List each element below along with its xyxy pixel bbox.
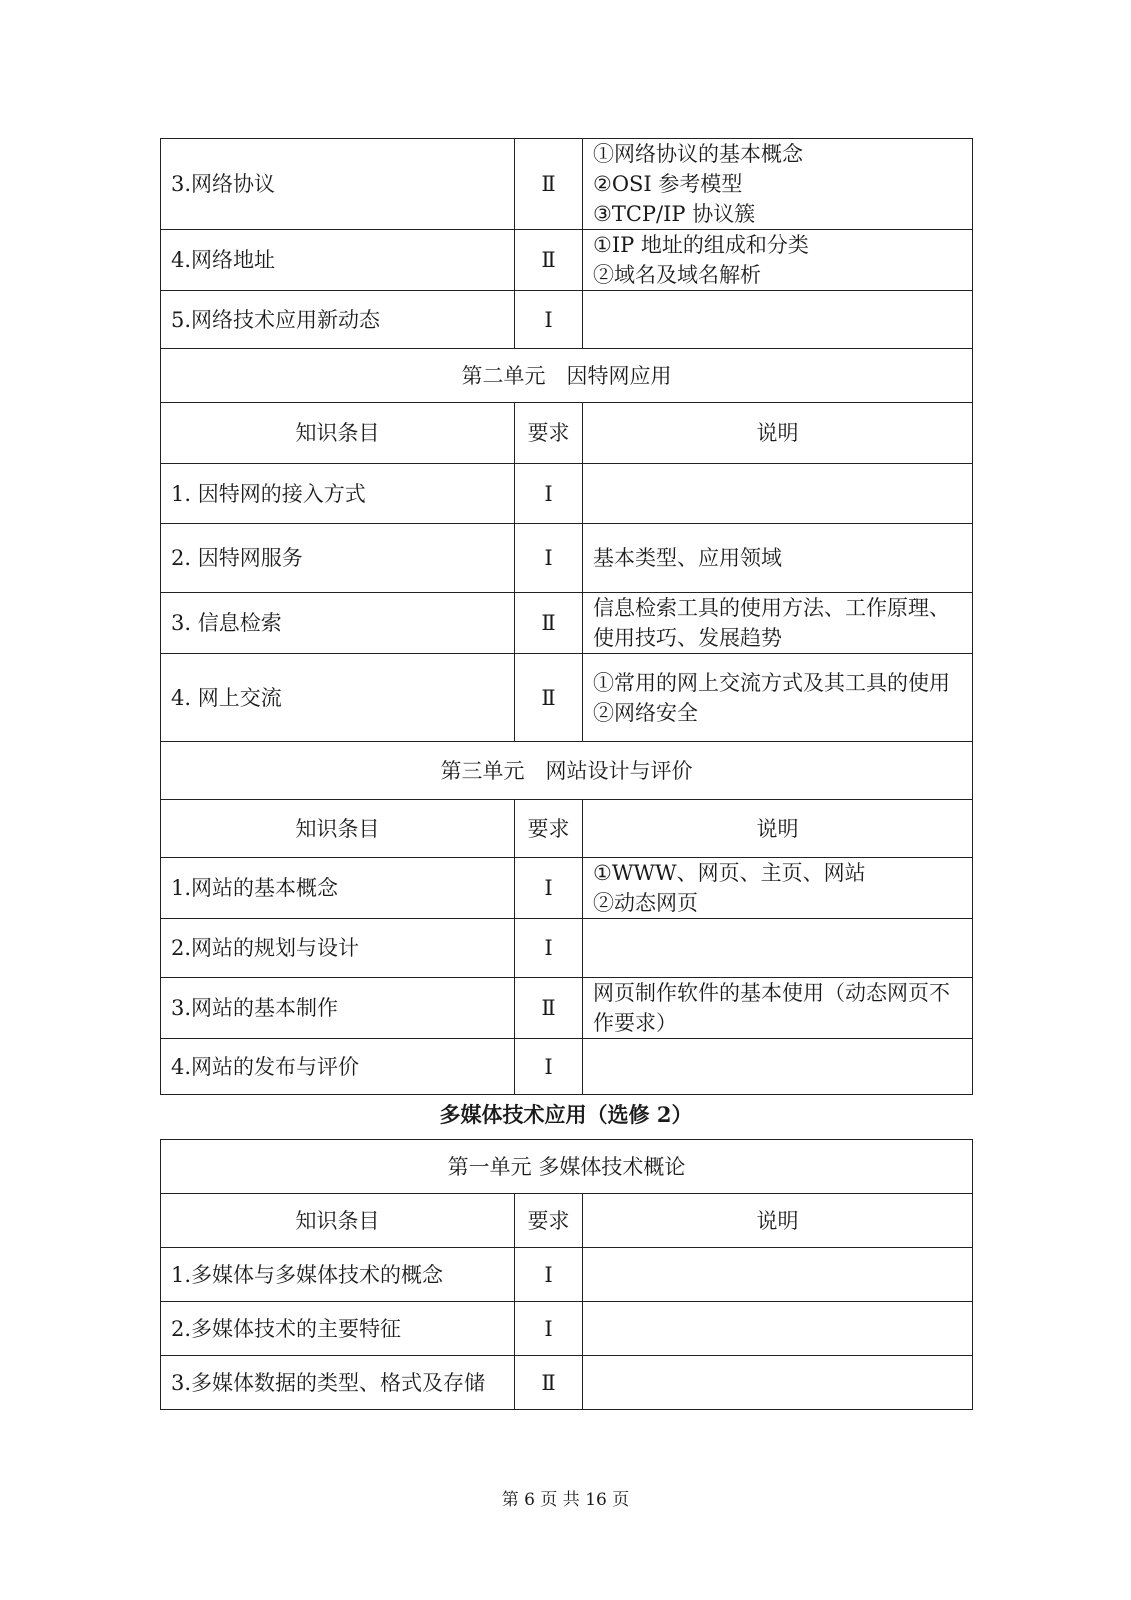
notes-cell xyxy=(583,1356,973,1410)
note-line: ①常用的网上交流方式及其工具的使用 xyxy=(593,670,950,695)
note-line: 网页制作软件的基本使用（动态网页不作要求） xyxy=(593,981,950,1035)
table-row xyxy=(161,1356,973,1410)
table-row xyxy=(161,230,973,291)
notes-cell xyxy=(583,1248,973,1302)
knowledge-item: 1.多媒体与多媒体技术的概念 xyxy=(161,1248,515,1302)
table-row xyxy=(161,524,973,593)
note-line: ②网络安全 xyxy=(593,700,698,725)
header-requirement: 要求 xyxy=(515,403,583,464)
table-row xyxy=(161,291,973,349)
note-line: ①WWW、网页、主页、网站 xyxy=(593,861,866,885)
table-row xyxy=(161,654,973,742)
notes-cell xyxy=(583,1302,973,1356)
header-notes xyxy=(583,1194,973,1248)
requirement-level: Ⅱ xyxy=(515,654,583,742)
note-line: ②OSI 参考模型 xyxy=(593,172,743,196)
requirement-level: Ⅱ xyxy=(515,230,583,291)
header-requirement: 要求 xyxy=(515,1194,583,1248)
knowledge-item: 4.网站的发布与评价 xyxy=(161,1039,515,1095)
table-row xyxy=(161,919,973,978)
knowledge-item: 3.网站的基本制作 xyxy=(161,978,515,1039)
table-row xyxy=(161,593,973,654)
curriculum-table-network xyxy=(160,138,973,1095)
knowledge-item: 4.网络地址 xyxy=(161,230,515,291)
requirement-level: Ⅰ xyxy=(515,291,583,349)
table-row xyxy=(161,858,973,919)
notes-cell xyxy=(583,139,973,230)
requirement-level: Ⅱ xyxy=(515,1356,583,1410)
requirement-level: Ⅰ xyxy=(515,524,583,593)
section-title: 多媒体技术应用（选修 2） xyxy=(439,1102,693,1127)
note-line: ①IP 地址的组成和分类 xyxy=(593,233,809,257)
note-line: ②动态网页 xyxy=(593,891,698,915)
header-notes xyxy=(583,800,973,858)
column-header-row xyxy=(161,1194,973,1248)
header-item: 知识条目 xyxy=(161,1194,515,1248)
table-row xyxy=(161,978,973,1039)
unit-title: 第二单元 因特网应用 xyxy=(161,349,973,403)
notes-cell xyxy=(583,978,973,1039)
notes-cell xyxy=(583,1039,973,1095)
knowledge-item: 3.多媒体数据的类型、格式及存储 xyxy=(161,1356,515,1410)
requirement-level: Ⅱ xyxy=(515,593,583,654)
knowledge-item: 2.网站的规划与设计 xyxy=(161,919,515,978)
knowledge-item: 3.网络协议 xyxy=(161,139,515,230)
notes-cell xyxy=(583,464,973,524)
requirement-level: Ⅱ xyxy=(515,139,583,230)
note-line: 说明 xyxy=(756,421,799,445)
page-footer: 第 6 页 共 16 页 xyxy=(501,1490,630,1510)
note-line: ①网络协议的基本概念 xyxy=(593,142,803,166)
notes-cell xyxy=(583,524,973,593)
knowledge-item: 4. 网上交流 xyxy=(161,654,515,742)
table-row xyxy=(161,1248,973,1302)
note-line: 信息检索工具的使用方法、工作原理、使用技巧、发展趋势 xyxy=(593,596,950,650)
unit-title: 第一单元 多媒体技术概论 xyxy=(161,1140,973,1194)
header-item: 知识条目 xyxy=(161,800,515,858)
note-line: ②域名及域名解析 xyxy=(593,263,761,287)
header-notes xyxy=(583,403,973,464)
requirement-level: Ⅰ xyxy=(515,1039,583,1095)
curriculum-table-multimedia xyxy=(160,1139,973,1410)
unit-heading-row xyxy=(161,349,973,403)
knowledge-item: 3. 信息检索 xyxy=(161,593,515,654)
knowledge-item: 2.多媒体技术的主要特征 xyxy=(161,1302,515,1356)
knowledge-item: 5.网络技术应用新动态 xyxy=(161,291,515,349)
header-item: 知识条目 xyxy=(161,403,515,464)
note-line: ③TCP/IP 协议簇 xyxy=(593,202,756,226)
header-requirement: 要求 xyxy=(515,800,583,858)
unit-heading-row xyxy=(161,1140,973,1194)
table-row xyxy=(161,1302,973,1356)
requirement-level: Ⅱ xyxy=(515,978,583,1039)
note-line: 说明 xyxy=(756,816,799,841)
note-line: 说明 xyxy=(756,1208,799,1233)
column-header-row xyxy=(161,800,973,858)
unit-heading-row xyxy=(161,742,973,800)
requirement-level: Ⅰ xyxy=(515,1302,583,1356)
requirement-level: Ⅰ xyxy=(515,464,583,524)
requirement-level: Ⅰ xyxy=(515,858,583,919)
notes-cell xyxy=(583,291,973,349)
unit-title: 第三单元 网站设计与评价 xyxy=(161,742,973,800)
notes-cell xyxy=(583,230,973,291)
table-row xyxy=(161,1039,973,1095)
table-row xyxy=(161,464,973,524)
notes-cell xyxy=(583,593,973,654)
notes-cell xyxy=(583,919,973,978)
note-line: 基本类型、应用领域 xyxy=(593,546,782,570)
column-header-row xyxy=(161,403,973,464)
requirement-level: Ⅰ xyxy=(515,1248,583,1302)
table-row xyxy=(161,139,973,230)
notes-cell xyxy=(583,858,973,919)
knowledge-item: 2. 因特网服务 xyxy=(161,524,515,593)
knowledge-item: 1.网站的基本概念 xyxy=(161,858,515,919)
requirement-level: Ⅰ xyxy=(515,919,583,978)
knowledge-item: 1. 因特网的接入方式 xyxy=(161,464,515,524)
notes-cell xyxy=(583,654,973,742)
